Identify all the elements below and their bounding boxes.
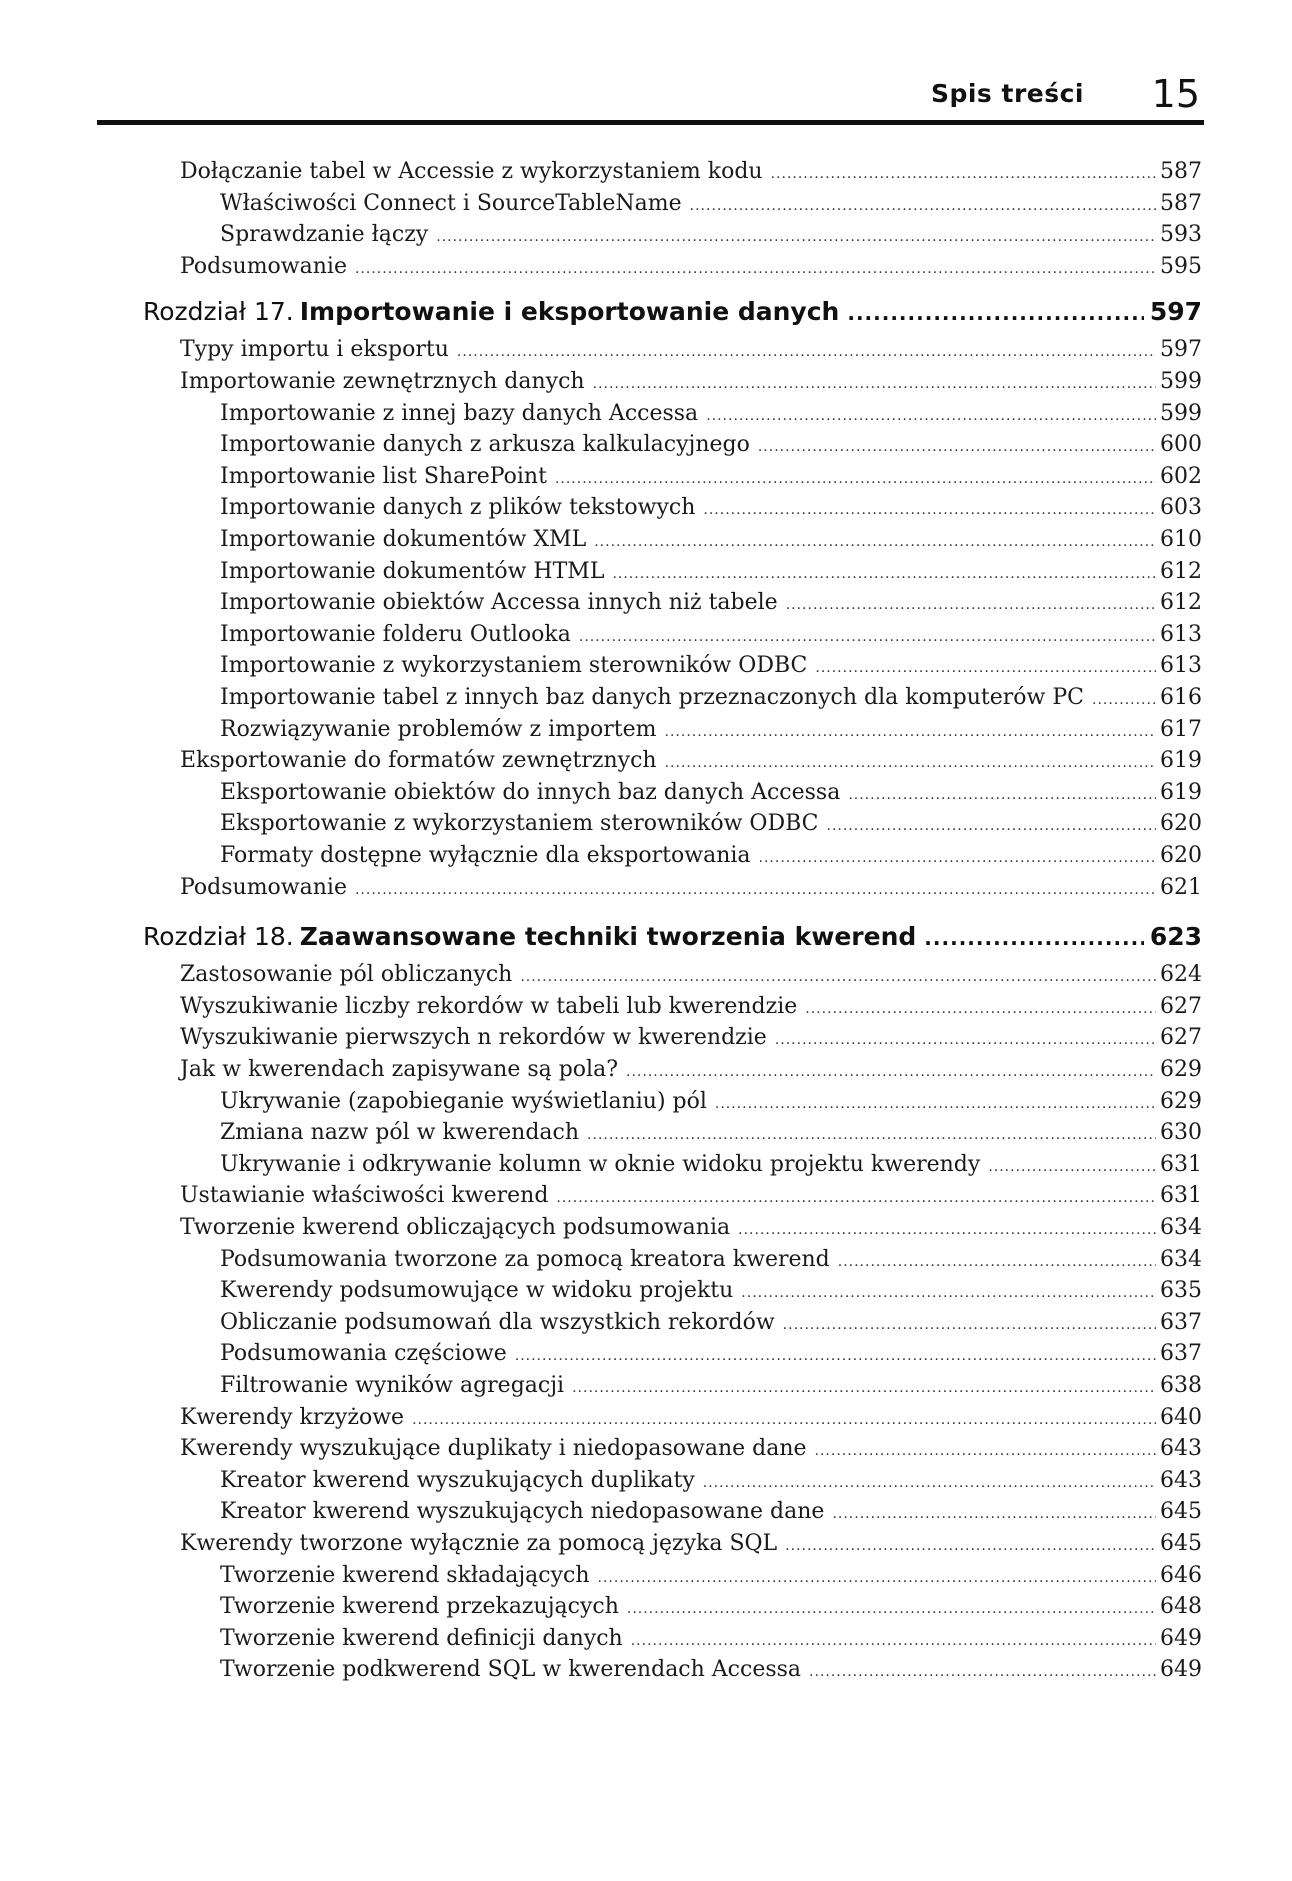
toc-entry-page: 643: [1160, 1467, 1202, 1493]
toc-entry-page: 616: [1160, 685, 1202, 710]
dot-leader: [738, 1215, 1156, 1245]
dot-leader: [847, 296, 1143, 330]
toc-entry-label: Tworzenie kwerend obliczających podsumowania: [180, 1215, 731, 1240]
toc-entry-label: Tworzenie kwerend składających: [220, 1562, 590, 1588]
dot-leader: [572, 1373, 1156, 1403]
dot-leader: [758, 432, 1156, 462]
dot-leader: [690, 191, 1156, 221]
toc-entry-page: 629: [1160, 1057, 1202, 1082]
toc-entry-page: 624: [1160, 962, 1202, 988]
toc-entry: [220, 462, 1202, 494]
toc-entry-page: 634: [1160, 1215, 1202, 1240]
dot-leader: [436, 222, 1156, 252]
toc-entry-page: 613: [1160, 653, 1202, 679]
dot-leader: [457, 337, 1156, 367]
toc-entry-label: Kwerendy krzyżowe: [180, 1404, 405, 1430]
toc-entry-page: 645: [1160, 1499, 1202, 1525]
dot-leader: [785, 1531, 1156, 1561]
chapter-heading: [143, 295, 1202, 330]
toc-entry-label: Ukrywanie i odkrywanie kolumn w oknie widoku projektu kwerendy: [220, 1151, 981, 1177]
toc-entry-label: Wyszukiwanie pierwszych n rekordów w kwerendzie: [180, 1025, 767, 1051]
toc-entry: [220, 399, 1202, 431]
toc-entry-page: 597: [1160, 337, 1202, 363]
toc-entry-label: Importowanie dokumentów HTML: [220, 558, 605, 584]
toc-entry: [220, 651, 1202, 683]
toc-entry: [180, 1023, 1202, 1055]
toc-entry-page: 612: [1160, 558, 1202, 584]
toc-entry-label: Podsumowania tworzone za pomocą kreatora kwerend: [220, 1246, 830, 1272]
toc-entry: [220, 1150, 1202, 1182]
dot-leader: [715, 1089, 1156, 1119]
dot-leader: [815, 1436, 1156, 1466]
toc-entry-page: 600: [1160, 432, 1202, 458]
toc-entry-label: Tworzenie kwerend przekazujących: [220, 1594, 619, 1620]
toc-entry-page: 617: [1160, 716, 1202, 742]
toc-entry-label: Typy importu i eksportu: [180, 337, 449, 363]
header-page-number: 15: [1151, 72, 1200, 116]
toc-entry-label: Kwerendy tworzone wyłącznie za pomocą języka SQL: [180, 1531, 778, 1556]
toc-entry-label: Kwerendy podsumowujące w widoku projektu: [220, 1278, 734, 1304]
toc-entry: [220, 557, 1202, 589]
chapter-page: 623: [1149, 922, 1202, 952]
toc-entry-page: 635: [1160, 1278, 1202, 1304]
toc-entry-label: Tworzenie kwerend definicji danych: [220, 1625, 623, 1651]
toc-entry-page: 620: [1160, 843, 1202, 868]
dot-leader: [988, 1152, 1156, 1182]
toc-entry: [180, 367, 1202, 399]
toc-entry: [220, 1245, 1202, 1277]
toc-entry-label: Importowanie dokumentów XML: [220, 527, 587, 552]
dot-leader: [783, 1310, 1156, 1340]
toc-entry-label: Ukrywanie (zapobieganie wyświetlaniu) pól: [220, 1088, 707, 1114]
toc-entry-page: 646: [1160, 1562, 1202, 1588]
toc-entry-label: Importowanie danych z plików tekstowych: [220, 495, 696, 521]
dot-leader: [515, 1341, 1156, 1371]
toc-entry-label: Podsumowanie: [180, 253, 347, 279]
toc-entry: [220, 778, 1202, 810]
toc-entry-label: Kwerendy wyszukujące duplikaty i niedopasowane dane: [180, 1436, 807, 1462]
dot-leader: [775, 1025, 1156, 1055]
toc-entry-label: Filtrowanie wyników agregacji: [220, 1373, 565, 1398]
toc-entry-page: 620: [1160, 811, 1202, 837]
toc-entry-label: Importowanie zewnętrznych danych: [180, 369, 585, 394]
toc-entry: [220, 1561, 1202, 1593]
dot-leader: [827, 811, 1157, 841]
toc-entry-label: Kreator kwerend wyszukujących duplikaty: [220, 1467, 695, 1493]
toc-entry: [220, 1466, 1202, 1498]
toc-entry: [180, 746, 1202, 778]
toc-entry-page: 640: [1160, 1404, 1202, 1430]
toc-entry-label: Zmiana nazw pól w kwerendach: [220, 1120, 580, 1146]
toc-entry: [220, 525, 1202, 557]
toc-entry-page: 629: [1160, 1088, 1202, 1114]
toc-entry-label: Tworzenie podkwerend SQL w kwerendach Accessa: [220, 1657, 802, 1683]
toc-entry: [180, 1529, 1202, 1561]
dot-leader: [556, 1183, 1156, 1213]
chapter-heading: [143, 920, 1202, 955]
toc-entry: [220, 1118, 1202, 1150]
toc-entry-page: 612: [1160, 590, 1202, 616]
toc-entry-page: 587: [1160, 159, 1202, 184]
toc-entry-label: Kreator kwerend wyszukujących niedopasowane dane: [220, 1499, 825, 1525]
toc-entry-page: 627: [1160, 993, 1202, 1019]
toc-entry: [180, 960, 1202, 992]
dot-leader: [832, 1499, 1156, 1529]
dot-leader: [555, 464, 1156, 494]
chapter-title: Zaawansowane techniki tworzenia kwerend: [299, 922, 917, 952]
toc-entry-page: 645: [1160, 1531, 1202, 1556]
toc-entry: [220, 1371, 1202, 1403]
dot-leader: [520, 962, 1156, 992]
toc-entry: [220, 1655, 1202, 1687]
toc-entry-label: Eksportowanie obiektów do innych baz danych Accessa: [220, 779, 841, 805]
dot-leader: [598, 1563, 1156, 1593]
toc-entry-page: 649: [1160, 1625, 1202, 1651]
dot-leader: [771, 159, 1156, 189]
toc-entry: [220, 1592, 1202, 1624]
toc-entry: [220, 1087, 1202, 1119]
toc-entry-label: Właściwości Connect i SourceTableName: [220, 190, 682, 216]
dot-leader: [848, 780, 1156, 810]
toc-entry-label: Podsumowanie: [180, 874, 347, 900]
dot-leader: [627, 1594, 1156, 1624]
dot-leader: [665, 748, 1156, 778]
toc-entry-label: Zastosowanie pól obliczanych: [180, 962, 513, 988]
toc-entry: [220, 588, 1202, 620]
toc-entry: [220, 1624, 1202, 1656]
toc-entry-page: 595: [1160, 253, 1202, 279]
toc-entry-page: 599: [1160, 369, 1202, 394]
dot-leader: [741, 1278, 1156, 1308]
toc-entry: [180, 335, 1202, 367]
dot-leader: [838, 1247, 1156, 1277]
toc-entry: [220, 220, 1202, 252]
toc-entry: [180, 157, 1202, 189]
dot-leader: [786, 590, 1156, 620]
toc-entry-page: 631: [1160, 1183, 1202, 1209]
toc-entry: [220, 189, 1202, 221]
toc-entry-page: 637: [1160, 1341, 1202, 1367]
toc-entry: [180, 1403, 1202, 1435]
toc-entry-page: 619: [1160, 748, 1202, 774]
toc-entry-label: Importowanie z innej bazy danych Accessa: [220, 400, 699, 426]
toc-entry-page: 599: [1160, 400, 1202, 426]
toc-entry: [220, 493, 1202, 525]
chapter-page: 597: [1149, 297, 1202, 327]
dot-leader: [703, 495, 1156, 525]
running-header: [97, 62, 1204, 125]
toc-entry: [220, 809, 1202, 841]
toc-entry-page: 593: [1160, 222, 1202, 248]
toc-entry-label: Formaty dostępne wyłącznie dla eksportowania: [220, 843, 751, 868]
toc-entry-page: 648: [1160, 1594, 1202, 1620]
dot-leader: [626, 1057, 1156, 1087]
toc-entry: [180, 1213, 1202, 1245]
dot-leader: [587, 1120, 1156, 1150]
dot-leader: [1092, 685, 1156, 715]
toc-entry-label: Importowanie tabel z innych baz danych przeznaczonych dla komputerów PC: [220, 685, 1084, 710]
dot-leader: [805, 994, 1156, 1024]
dot-leader: [593, 369, 1156, 399]
dot-leader: [759, 843, 1156, 873]
toc-entry: [180, 1181, 1202, 1213]
toc-entry-page: 638: [1160, 1373, 1202, 1398]
toc-entry-page: 631: [1160, 1151, 1202, 1177]
toc-entry: [220, 683, 1202, 715]
toc-entry: [220, 430, 1202, 462]
toc-entry-label: Obliczanie podsumowań dla wszystkich rekordów: [220, 1309, 775, 1335]
toc-entry-page: 627: [1160, 1025, 1202, 1051]
toc-entry-label: Importowanie z wykorzystaniem sterowników ODBC: [220, 653, 808, 679]
dot-leader: [809, 1657, 1156, 1687]
toc-entry-label: Importowanie list SharePoint: [220, 463, 547, 489]
toc-entry-page: 613: [1160, 621, 1202, 647]
toc-entry-page: 619: [1160, 779, 1202, 805]
toc-entry-label: Importowanie obiektów Accessa innych niż tabele: [220, 590, 778, 616]
toc-entry: [180, 252, 1202, 284]
toc-entry-label: Eksportowanie do formatów zewnętrznych: [180, 748, 657, 774]
toc-entry: [220, 841, 1202, 873]
toc-entry-label: Dołączanie tabel w Accessie z wykorzystaniem kodu: [180, 159, 763, 184]
toc-entry-page: 610: [1160, 527, 1202, 552]
toc-entry-label: Importowanie folderu Outlooka: [220, 621, 571, 647]
dot-leader: [815, 653, 1156, 683]
dot-leader: [703, 1468, 1156, 1498]
dot-leader: [631, 1626, 1156, 1656]
toc-entry-label: Rozwiązywanie problemów z importem: [220, 716, 657, 742]
toc-entry: [220, 1308, 1202, 1340]
toc-entry-label: Podsumowania częściowe: [220, 1341, 507, 1367]
toc-entry-label: Eksportowanie z wykorzystaniem sterowników ODBC: [220, 811, 819, 837]
dot-leader: [355, 254, 1156, 284]
toc-entry-page: 603: [1160, 495, 1202, 521]
toc-entry-page: 621: [1160, 874, 1202, 900]
toc-entry-page: 634: [1160, 1246, 1202, 1272]
dot-leader: [579, 622, 1156, 652]
dot-leader: [665, 717, 1156, 747]
toc-entry: [220, 715, 1202, 747]
toc-entry: [220, 1339, 1202, 1371]
toc-entry: [220, 1497, 1202, 1529]
toc-entry-page: 587: [1160, 190, 1202, 216]
toc-entry: [220, 620, 1202, 652]
dot-leader: [412, 1405, 1156, 1435]
toc-entry-label: Ustawianie właściwości kwerend: [180, 1183, 549, 1209]
dot-leader: [612, 559, 1156, 589]
toc-entry: [180, 1055, 1202, 1087]
toc-entry: [180, 873, 1202, 905]
toc-entry-label: Wyszukiwanie liczby rekordów w tabeli lub kwerendzie: [180, 993, 798, 1019]
toc-entry: [180, 992, 1202, 1024]
dot-leader: [706, 401, 1156, 431]
dot-leader: [594, 527, 1156, 557]
header-title: Spis treści: [930, 79, 1084, 108]
toc-entry-page: 637: [1160, 1309, 1202, 1335]
chapter-number: Rozdział 17.: [143, 297, 294, 327]
chapter-title: Importowanie i eksportowanie danych: [299, 297, 840, 327]
dot-leader: [924, 921, 1144, 955]
toc-entry-page: 643: [1160, 1436, 1202, 1462]
dot-leader: [355, 875, 1156, 905]
toc-entry-label: Importowanie danych z arkusza kalkulacyjnego: [220, 432, 750, 458]
toc-entry-page: 602: [1160, 463, 1202, 489]
toc-entry-label: Jak w kwerendach zapisywane są pola?: [180, 1057, 619, 1082]
toc-entry: [180, 1434, 1202, 1466]
toc-entry-page: 649: [1160, 1657, 1202, 1683]
toc-entry-label: Sprawdzanie łączy: [220, 222, 429, 248]
toc-entry: [220, 1276, 1202, 1308]
toc-entry-page: 630: [1160, 1120, 1202, 1146]
chapter-number: Rozdział 18.: [143, 922, 294, 952]
